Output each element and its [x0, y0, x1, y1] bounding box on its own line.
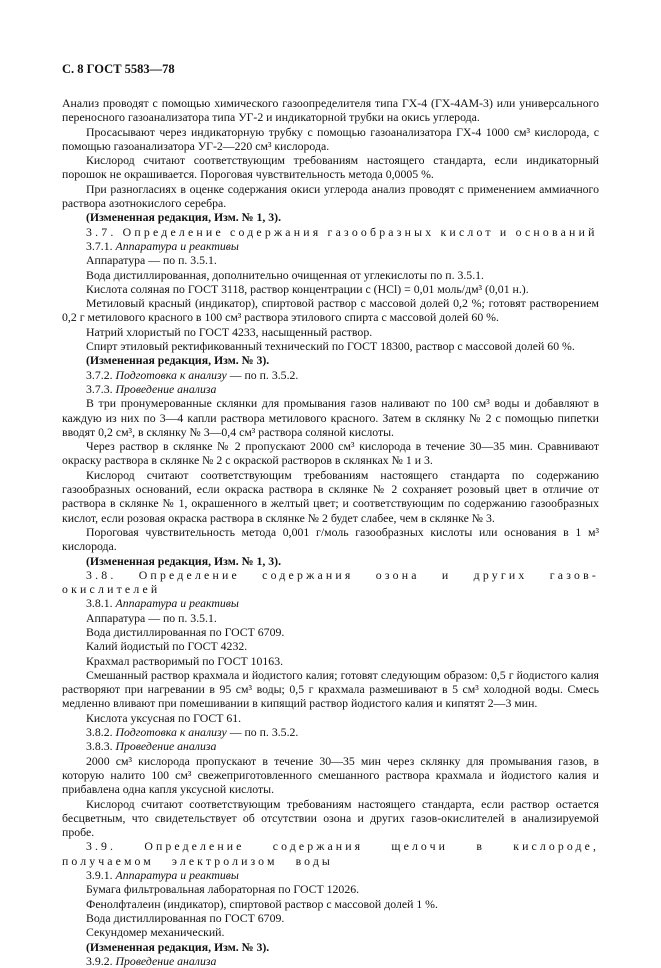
paragraph: Кислота уксусная по ГОСТ 61.: [86, 710, 242, 725]
subsection-3-7-2: [62, 368, 599, 382]
amendment-note: (Измененная редакция, Изм. № 3).: [86, 353, 270, 368]
subsection-title: Аппаратура и реактивы: [115, 596, 239, 611]
subsection-3-9-2: [62, 954, 599, 968]
paragraph: Аппаратура — по п. 3.5.1.: [86, 610, 217, 625]
subsection-number: 3.8.2.: [86, 725, 116, 740]
subsection-3-7-1: [62, 239, 599, 253]
section-heading-3-7: 3.7. Определение содержания газообразных кислот и оснований: [86, 224, 598, 239]
subsection-number: 3.9.2.: [86, 953, 116, 968]
subsection-3-8-3: [62, 739, 599, 753]
subsection-text: — по п. 3.5.2.: [226, 725, 299, 740]
subsection-title: Проведение анализа: [115, 381, 217, 396]
paragraph: Крахмал растворимый по ГОСТ 10163.: [86, 653, 284, 668]
subsection-number: 3.8.1.: [86, 596, 116, 611]
subsection-text: — по п. 3.5.2.: [226, 367, 299, 382]
paragraph: Калий йодистый по ГОСТ 4232.: [86, 639, 248, 654]
subsection-number: 3.7.3.: [86, 381, 116, 396]
subsection-3-8-2: [62, 725, 599, 739]
amendment-note: (Измененная редакция, Изм. № 1, 3).: [86, 553, 282, 568]
amendment-note: (Измененная редакция, Изм. № 3).: [86, 939, 270, 954]
paragraph: Вода дистиллированная по ГОСТ 6709.: [86, 910, 285, 925]
paragraph: Кислород считают соответствующим требованиям настоящего стандарта, если раствор остается бесцветным, что свидетельствует об отсутствии озона и других газов-окислителей в анализируемой пробе.: [62, 796, 599, 840]
subsection-number: 3.7.1.: [86, 238, 116, 253]
paragraph: Просасывают через индикаторную трубку с помощью газоанализатора ГХ-4 1000 см³ кислорода, с помощью газоанализатора УГ-2—220 см³ кислорода.: [62, 124, 599, 153]
page-header: С. 8 ГОСТ 5583—78: [62, 62, 175, 76]
paragraph: В три пронумерованные склянки для промывания газов наливают по 100 см³ воды и добавляют в каждую из них по 3—4 капли раствора метилового красного. Затем в склянку № 2 с помощью пипетки вводят 0,2 см³, в склянку № 3—0,4 см³ раствора соляной кислоты.: [62, 396, 599, 439]
subsection-title: Проведение анализа: [115, 739, 217, 754]
subsection-number: 3.7.2.: [86, 367, 116, 382]
subsection-title: Проведение анализа: [115, 953, 217, 968]
paragraph: Аппаратура — по п. 3.5.1.: [86, 253, 217, 268]
subsection-title: Подготовка к анализу: [115, 367, 227, 382]
amendment-note: (Измененная редакция, Изм. № 1, 3).: [86, 210, 282, 225]
subsection-number: 3.9.1.: [86, 868, 116, 883]
paragraph: Спирт этиловый ректификованный технический по ГОСТ 18300, раствор с массовой долей 60 %.: [86, 339, 575, 354]
paragraph: Кислород считают соответствующим требованиям настоящего стандарта по содержанию газообразных оснований, если окраска раствора в склянке № 2 сохраняет розовый цвет в отличие от раствора в склянке № 1, окрашенного в желтый цвет; и соответствующим по содержанию газообразных кислот, если розовая окраска раствора в склянке № 2 будет слабее, чем в склянке № 3.: [62, 467, 599, 525]
paragraph: Натрий хлористый по ГОСТ 4233, насыщенный раствор.: [86, 324, 373, 339]
paragraph: При разногласиях в оценке содержания окиси углерода анализ проводят с применением аммиачного раствора азотнокислого серебра.: [62, 181, 599, 211]
paragraph: 2000 см³ кислорода пропускают в течение 30—35 мин через склянку для промывания газов, в которую налито 100 см³ свежеприготовленного смешанного раствора крахмала и йодистого калия и прибавлена одна капля уксусной кислоты.: [62, 753, 599, 797]
paragraph: Анализ проводят с помощью химического газоопределителя типа ГХ-4 (ГХ-4АМ-3) или универсального переносного газоанализатора типа УГ-2 и индикаторной трубки на окись углерода.: [62, 96, 599, 125]
paragraph: Метиловый красный (индикатор), спиртовой раствор с массовой долей 0,2 %; готовят растворением 0,2 г метилового красного в 100 см³ раствора этилового спирта с массовой долей 60 %.: [62, 296, 599, 325]
paragraph: Секундомер механический.: [86, 925, 225, 940]
document-body: [62, 96, 599, 968]
paragraph: Фенолфталеин (индикатор), спиртовой раствор с массовой долей 1 %.: [86, 896, 438, 911]
paragraph: Пороговая чувствительность метода 0,001 г/моль газообразных кислоты или основания в 1 м³ кислорода.: [62, 524, 599, 554]
section-heading-3-8: 3.8. Определение содержания озона и других газов-окислителей: [62, 567, 599, 597]
subsection-title: Подготовка к анализу: [115, 725, 227, 740]
subsection-title: Аппаратура и реактивы: [115, 238, 239, 253]
subsection-3-9-1: [62, 868, 599, 882]
paragraph: Вода дистиллированная по ГОСТ 6709.: [86, 624, 285, 639]
paragraph: Бумага фильтровальная лабораторная по ГОСТ 12026.: [86, 882, 360, 897]
paragraph: Через раствор в склянке № 2 пропускают 2000 см³ кислорода в течение 30—35 мин. Сравнивают окраску раствора в склянке № 2 с окраской растворов в склянках № 1 и 3.: [62, 439, 599, 468]
paragraph: Кислота соляная по ГОСТ 3118, раствор концентрации c (HCl) = 0,01 моль/дм³ (0,01 н.).: [86, 281, 529, 296]
paragraph: Смешанный раствор крахмала и йодистого калия; готовят следующим образом: 0,5 г йодистого калия растворяют при нагревании в 95 см³ воды; 0,5 г крахмала размешивают в 5 см³ холодной воды. Смесь медленно вливают при помешивании в кипящий раствор йодистого калия и кипятят 2—3 мин.: [62, 667, 599, 711]
subsection-number: 3.8.3.: [86, 739, 116, 754]
subsection-3-7-3: [62, 382, 599, 396]
subsection-3-8-1: [62, 596, 599, 610]
paragraph: Вода дистиллированная, дополнительно очищенная от углекислоты по п. 3.5.1.: [86, 267, 485, 282]
paragraph: Кислород считают соответствующим требованиям настоящего стандарта, если индикаторный порошок не окрашивается. Пороговая чувствительность метода 0,0005 %.: [62, 153, 599, 182]
section-heading-3-9: 3.9. Определение содержания щелочи в кислороде, получаемом электролизом воды: [62, 839, 599, 868]
subsection-title: Аппаратура и реактивы: [115, 868, 239, 883]
